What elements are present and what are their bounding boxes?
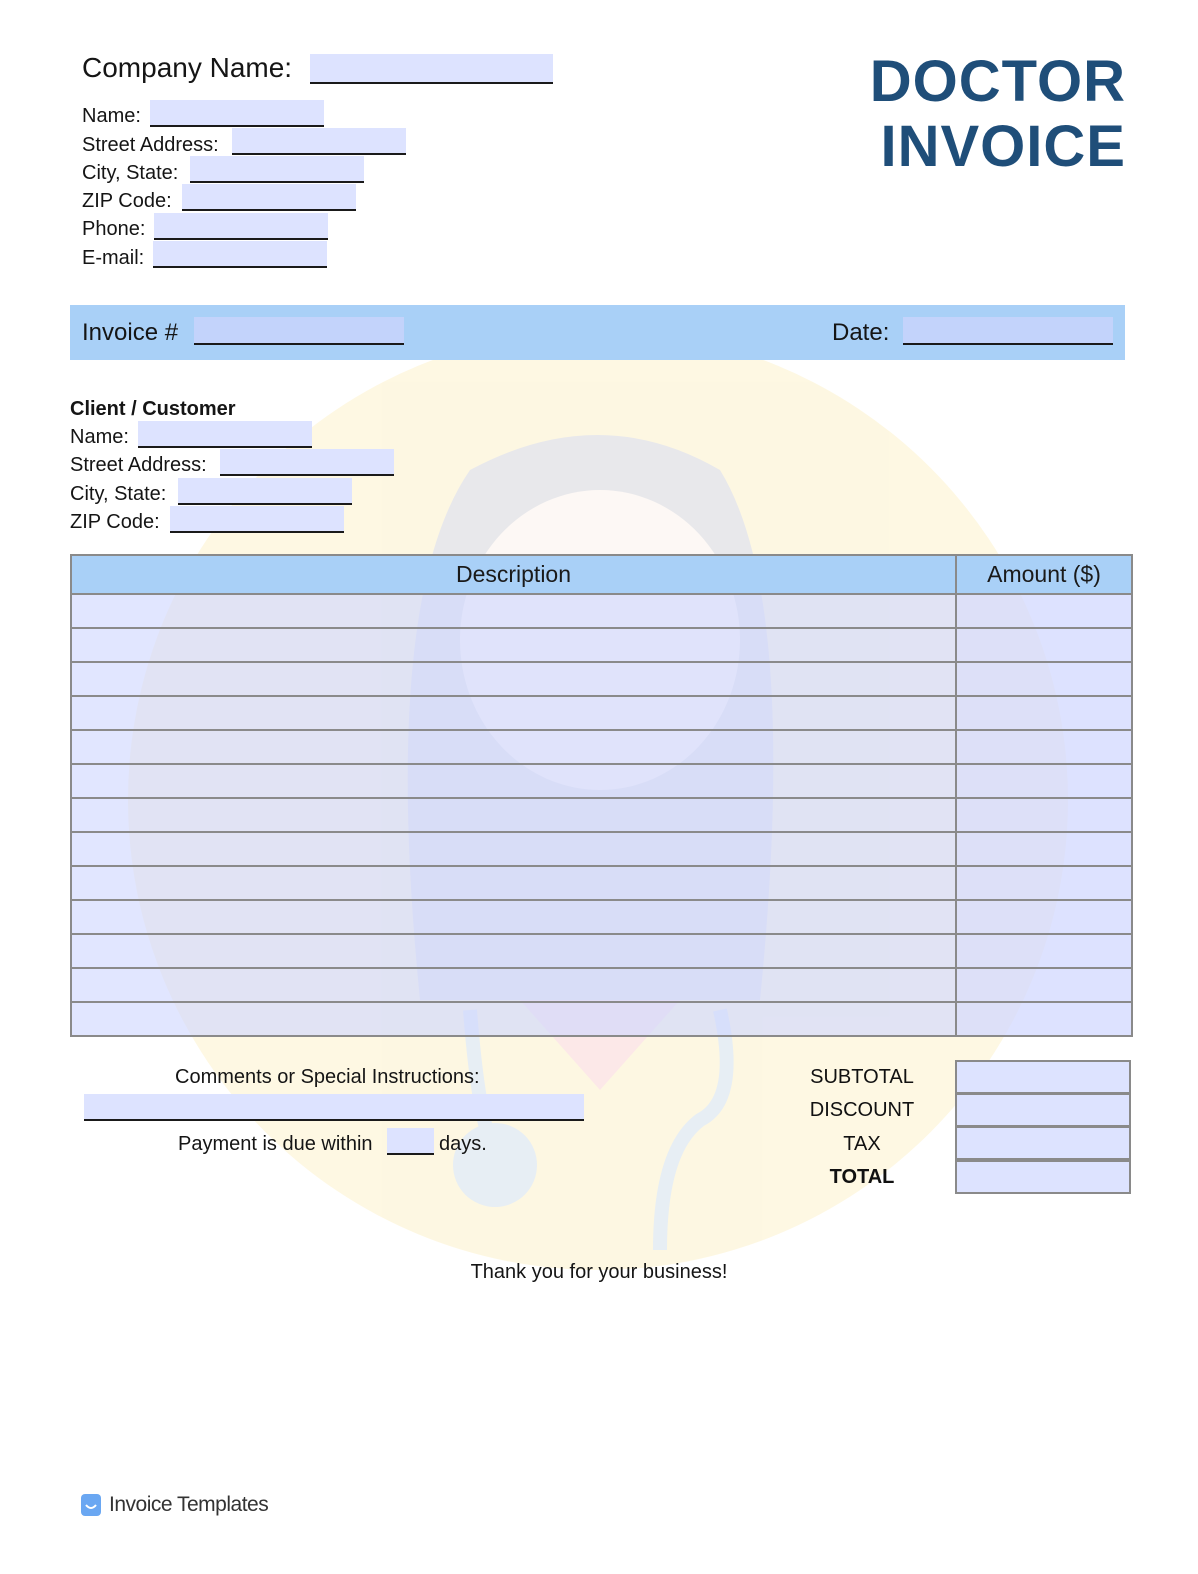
line-items-table [70,554,1133,1037]
table-row [71,968,1132,1002]
description-column-header: Description [71,555,956,594]
client-street-label: Street Address: [70,454,207,476]
table-row [71,662,1132,696]
payment-days-input[interactable] [387,1128,434,1155]
payment-due-prefix: Payment is due within [178,1133,373,1155]
table-row [71,798,1132,832]
description-cell[interactable] [71,832,956,866]
client-zip-input[interactable] [170,506,344,533]
subtotal-label: SUBTOTAL [810,1066,914,1088]
street-address-input[interactable] [232,128,406,155]
description-cell[interactable] [71,798,956,832]
amount-cell[interactable] [956,900,1132,934]
discount-label: DISCOUNT [809,1099,915,1121]
table-row [71,900,1132,934]
payment-due-suffix: days. [439,1133,487,1155]
phone-input[interactable] [154,213,328,240]
client-heading: Client / Customer [70,398,236,420]
client-zip-label: ZIP Code: [70,511,160,533]
table-row [71,934,1132,968]
phone-label: Phone: [82,218,146,240]
table-row [71,696,1132,730]
comments-label: Comments or Special Instructions: [175,1066,480,1088]
description-cell[interactable] [71,730,956,764]
amount-cell[interactable] [956,1002,1132,1036]
table-row [71,832,1132,866]
amount-cell[interactable] [956,628,1132,662]
amount-cell[interactable] [956,730,1132,764]
description-cell[interactable] [71,662,956,696]
amount-cell[interactable] [956,866,1132,900]
email-input[interactable] [153,241,327,268]
amount-cell[interactable] [956,594,1132,628]
amount-column-header: Amount ($) [956,555,1132,594]
table-row [71,866,1132,900]
client-street-input[interactable] [220,449,394,476]
comments-input[interactable] [84,1094,584,1121]
name-label: Name: [82,105,141,127]
description-cell[interactable] [71,628,956,662]
table-row [71,628,1132,662]
description-cell[interactable] [71,934,956,968]
street-address-label: Street Address: [82,134,219,156]
description-cell[interactable] [71,968,956,1002]
description-cell[interactable] [71,1002,956,1036]
document-title-line2: INVOICE [880,114,1126,179]
city-state-input[interactable] [190,156,364,183]
amount-cell[interactable] [956,832,1132,866]
date-label: Date: [832,319,890,346]
amount-cell[interactable] [956,798,1132,832]
company-name-label: Company Name: [82,52,293,83]
description-cell[interactable] [71,900,956,934]
tax-value-cell[interactable] [955,1126,1131,1160]
amount-cell[interactable] [956,662,1132,696]
email-label: E-mail: [82,247,145,269]
table-row [71,1002,1132,1036]
city-state-label: City, State: [82,162,179,184]
description-cell[interactable] [71,594,956,628]
client-name-label: Name: [70,426,129,448]
invoice-number-input[interactable] [194,317,404,345]
subtotal-value-cell[interactable] [955,1060,1131,1094]
thank-you-message: Thank you for your business! [470,1261,728,1283]
table-row [71,730,1132,764]
document-title-line1: DOCTOR [869,49,1126,114]
amount-cell[interactable] [956,934,1132,968]
client-city-label: City, State: [70,483,167,505]
client-city-input[interactable] [178,478,352,505]
name-input[interactable] [150,100,324,127]
invoice-templates-logo-icon [80,1493,102,1517]
description-cell[interactable] [71,866,956,900]
tax-label: TAX [843,1133,881,1155]
total-label: TOTAL [829,1166,895,1188]
zip-code-label: ZIP Code: [82,190,172,212]
table-row [71,764,1132,798]
description-cell[interactable] [71,764,956,798]
description-cell[interactable] [71,696,956,730]
invoice-info-band [70,305,1125,360]
discount-value-cell[interactable] [955,1093,1131,1127]
client-name-input[interactable] [138,421,312,448]
date-input[interactable] [903,317,1113,345]
amount-cell[interactable] [956,696,1132,730]
invoice-number-label: Invoice # [82,319,179,346]
invoice-templates-brand: Invoice Templates [109,1493,269,1516]
table-header-row [71,555,1132,594]
amount-cell[interactable] [956,968,1132,1002]
total-value-cell[interactable] [955,1160,1131,1194]
table-row [71,594,1132,628]
company-name-input[interactable] [310,54,553,84]
amount-cell[interactable] [956,764,1132,798]
zip-code-input[interactable] [182,184,356,211]
